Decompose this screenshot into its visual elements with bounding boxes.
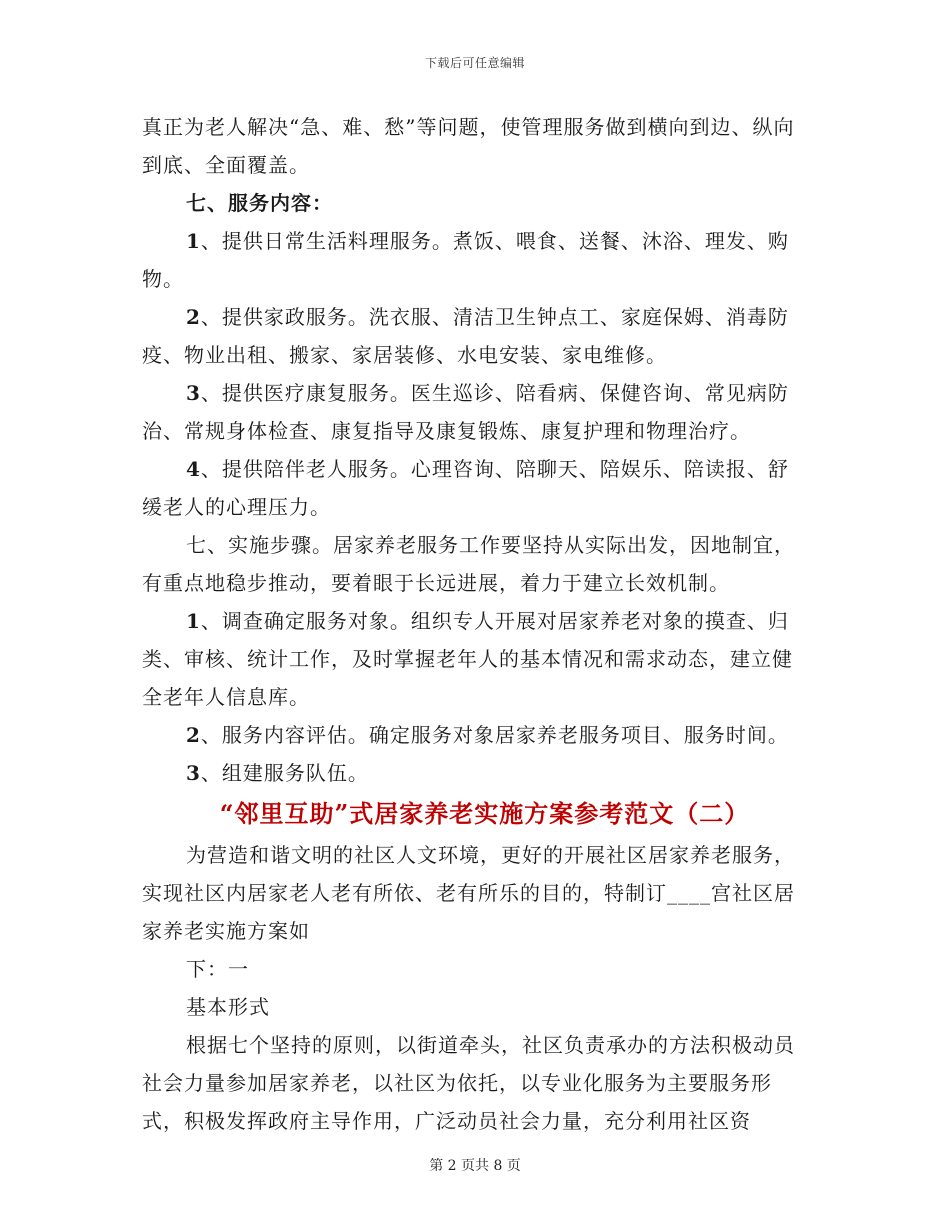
- item-text: 、提供医疗康复服务。医生巡诊、陪看病、保健咨询、常见病防治、常规身体检查、康复指导及康复锻炼、康复护理和物理治疗。: [142, 381, 789, 443]
- paragraph-basic-form: 基本形式: [186, 995, 270, 1019]
- list-item-service-3: [142, 374, 807, 450]
- list-item-step-1: [142, 602, 807, 716]
- item-text: 、提供陪伴老人服务。心理咨询、陪聊天、陪娱乐、陪读报、舒缓老人的心理压力。: [142, 457, 789, 519]
- list-item-service-4: [142, 450, 807, 526]
- item-text: 、服务内容评估。确定服务对象居家养老服务项目、服务时间。: [200, 723, 789, 747]
- paragraph-below: 下：一: [186, 957, 249, 981]
- paragraph-continued: 真正为老人解决“急、难、愁”等问题，使管理服务做到横向到边、纵向到底、全面覆盖。: [142, 115, 795, 177]
- list-item-service-1: [142, 222, 807, 298]
- section-heading-service-content: 七、服务内容：: [186, 191, 333, 215]
- item-number: 1: [186, 609, 201, 633]
- list-item-service-2: [142, 298, 807, 374]
- item-text: 、组建服务队伍。: [200, 761, 369, 785]
- paragraph-basis: 根据七个坚持的原则，以街道牵头，社区负责承办的方法积极动员社会力量参加居家养老，以社区为依托，以专业化服务为主要服务形式，积极发挥政府主导作用，广泛动员社会力量，充分利用社区资: [142, 1033, 795, 1133]
- document-title: “邻里互助”式居家养老实施方案参考范文（二）: [219, 799, 750, 828]
- document-body: [142, 108, 807, 1140]
- paragraph-implementation-steps: 七、实施步骤。居家养老服务工作要坚持从实际出发，因地制宜，有重点地稳步推动，要着眼于长远进展，着力于建立长效机制。: [142, 533, 795, 595]
- list-item-step-2: [142, 716, 807, 754]
- item-number: 2: [186, 305, 201, 329]
- page-header: 下载后可任意编辑: [424, 56, 525, 70]
- item-number: 4: [186, 457, 201, 481]
- list-item-step-3: [142, 754, 807, 792]
- item-number: 2: [186, 723, 201, 747]
- item-text: 、提供日常生活料理服务。煮饭、喂食、送餐、沐浴、理发、购物。: [142, 229, 789, 291]
- item-number: 1: [186, 229, 201, 253]
- item-text: 、调查确定服务对象。组织专人开展对居家养老对象的摸查、归类、审核、统计工作，及时掌握老年人的基本情况和需求动态，建立健全老年人信息库。: [142, 609, 793, 709]
- item-text: 、提供家政服务。洗衣服、清洁卫生钟点工、家庭保姆、消毒防疫、物业出租、搬家、家居装修、水电安装、家电维修。: [142, 305, 789, 367]
- item-number: 3: [186, 761, 201, 785]
- paragraph-intro: 为营造和谐文明的社区人文环境，更好的开展社区居家养老服务，实现社区内居家老人老有所依、老有所乐的目的，特制订____宫社区居家养老实施方案如: [142, 843, 795, 943]
- page-number: 第 2 页共 8 页: [429, 1158, 521, 1174]
- item-number: 3: [186, 381, 201, 405]
